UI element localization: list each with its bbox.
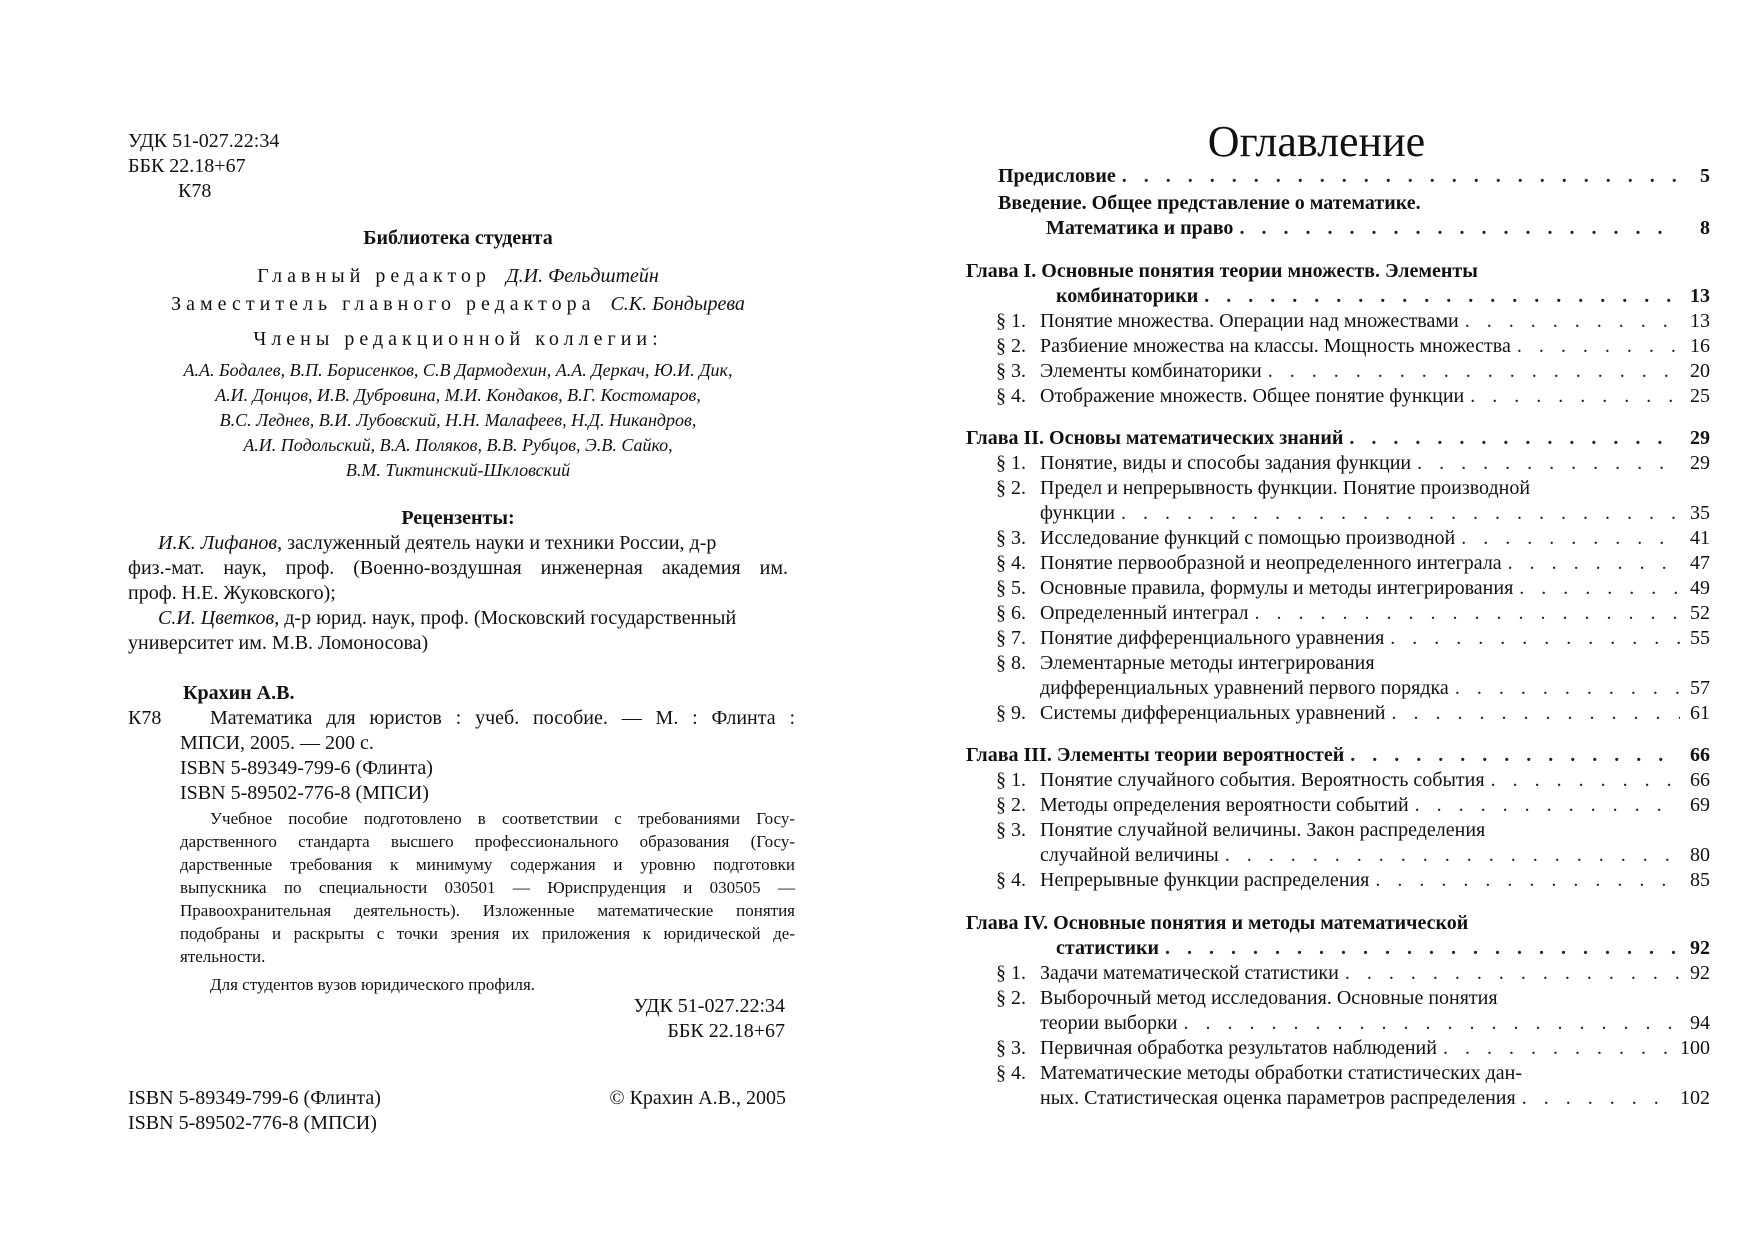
toc-chapter-4[interactable] xyxy=(1056,935,1710,961)
audience-note: Для студентов вузов юридического профиля. xyxy=(210,975,536,994)
toc-page-number: 85 xyxy=(1690,869,1710,891)
leader-dots xyxy=(1455,675,1680,701)
chapter-1-title-line1: Глава I. Основные понятия теории множеств. Элементы xyxy=(966,260,1478,282)
toc-title: Оглавление xyxy=(1207,117,1426,166)
abstract-line: подобраны и раскрыты с точки зрения их приложения к юридической де- xyxy=(180,924,795,943)
chief-editor-name: Д.И. Фельдштейн xyxy=(505,265,659,287)
chief-editor-line xyxy=(128,263,788,289)
toc-entry-label: Глава II. Основы математических знаний xyxy=(966,427,1344,449)
toc-section[interactable] xyxy=(996,383,1710,409)
toc-page-number: 94 xyxy=(1690,1012,1710,1034)
toc-section-label xyxy=(996,792,1409,818)
section-title: Основные правила, формулы и методы интегрирования xyxy=(1040,577,1514,599)
toc-page-number: 13 xyxy=(1690,285,1710,307)
leader-dots xyxy=(1470,383,1680,409)
toc-section[interactable] xyxy=(996,960,1710,986)
chapter-4-title-line1: Глава IV. Основные понятия и методы математической xyxy=(966,912,1469,934)
section-title: случайной величины xyxy=(1040,844,1219,866)
toc-section-label xyxy=(996,700,1385,726)
section-number: § 3. xyxy=(996,819,1026,841)
section-title: Задачи математической статистики xyxy=(1040,962,1339,984)
leader-dots xyxy=(1121,500,1680,526)
toc-section-label xyxy=(996,525,1455,551)
toc-page xyxy=(878,0,1755,1240)
toc-page-number: 13 xyxy=(1690,310,1710,332)
section-title-line1: Элементарные методы интегрирования xyxy=(1040,652,1375,674)
toc-section-label xyxy=(996,960,1339,986)
biblio-line-2: МПСИ, 2005. — 200 с. xyxy=(180,732,374,754)
section-title: Понятие случайного события. Вероятность события xyxy=(1040,769,1485,791)
leader-dots xyxy=(1350,742,1680,768)
section-title-line1: Выборочный метод исследования. Основные понятия xyxy=(1040,987,1498,1009)
toc-section-line1 xyxy=(996,817,1485,843)
toc-page-number: 52 xyxy=(1690,602,1710,624)
toc-section[interactable] xyxy=(996,867,1710,893)
section-title: Элементы комбинаторики xyxy=(1040,360,1262,382)
toc-page-number: 102 xyxy=(1680,1087,1710,1109)
toc-section-label xyxy=(996,550,1502,576)
isbn-flinta: ISBN 5-89349-799-6 (Флинта) xyxy=(180,757,433,779)
section-number: § 1. xyxy=(996,310,1026,332)
section-title: Первичная обработка результатов наблюдений xyxy=(1040,1037,1437,1059)
toc-section[interactable] xyxy=(996,550,1710,576)
series-title: Библиотека студента xyxy=(363,227,553,249)
catalog-code: К78 xyxy=(128,707,162,729)
biblio-line-1: Математика для юристов : учеб. пособие. — М. : Флинта : xyxy=(210,707,795,729)
toc-section[interactable] xyxy=(996,767,1710,793)
toc-page-number: 100 xyxy=(1680,1037,1710,1059)
leader-dots xyxy=(1417,450,1680,476)
board-label: Члены редакционной коллегии: xyxy=(253,328,663,350)
leader-dots xyxy=(1122,163,1680,189)
reviewer-2-desc: , д-р юрид. наук, проф. (Московский государственный xyxy=(274,607,737,629)
toc-section[interactable] xyxy=(996,358,1710,384)
author-mark: К78 xyxy=(178,180,212,202)
section-number: § 1. xyxy=(996,962,1026,984)
leader-dots xyxy=(1461,525,1680,551)
section-number: § 1. xyxy=(996,452,1026,474)
toc-section[interactable] xyxy=(1040,675,1710,701)
toc-entry-preface[interactable] xyxy=(998,163,1710,189)
toc-page-number: 49 xyxy=(1690,577,1710,599)
section-number: § 4. xyxy=(996,1062,1026,1084)
leader-dots xyxy=(1225,842,1680,868)
leader-dots xyxy=(1165,935,1680,961)
toc-page-number: 25 xyxy=(1690,385,1710,407)
udk-code: УДК 51-027.22:34 xyxy=(128,130,280,152)
isbn-mpsi: ISBN 5-89502-776-8 (МПСИ) xyxy=(180,782,429,804)
toc-section-line1 xyxy=(996,650,1375,676)
leader-dots xyxy=(1268,358,1680,384)
udk-bottom: УДК 51-027.22:34 xyxy=(633,995,785,1017)
leader-dots xyxy=(1522,1085,1674,1111)
toc-section-label xyxy=(996,450,1411,476)
toc-page-number: 66 xyxy=(1690,769,1710,791)
deputy-editor-line xyxy=(128,291,788,317)
author-name: Крахин А.В. xyxy=(183,682,295,704)
toc-section-label xyxy=(996,600,1248,626)
reviewer-1-desc: , заслуженный деятель науки и техники России, д-р xyxy=(277,532,717,554)
toc-section-label xyxy=(996,625,1384,651)
section-title: функции xyxy=(1040,502,1115,524)
toc-section-label xyxy=(996,575,1513,601)
chief-editor-label: Главный редактор xyxy=(257,265,491,287)
footer-isbn-mpsi: ISBN 5-89502-776-8 (МПСИ) xyxy=(128,1112,377,1134)
section-title: ных. Статистическая оценка параметров распределения xyxy=(1040,1087,1516,1109)
toc-section[interactable] xyxy=(996,792,1710,818)
toc-page-number: 20 xyxy=(1690,360,1710,382)
toc-section-label xyxy=(996,767,1485,793)
section-number: § 5. xyxy=(996,577,1026,599)
toc-entry-label: Глава III. Элементы теории вероятностей xyxy=(966,744,1345,766)
reviewer-2-line2: университет им. М.В. Ломоносова) xyxy=(128,632,429,654)
leader-dots xyxy=(1443,1035,1674,1061)
leader-dots xyxy=(1391,700,1680,726)
section-number: § 2. xyxy=(996,335,1026,357)
board-line: В.М. Тиктинский-Шкловский xyxy=(345,460,571,480)
section-title: теории выборки xyxy=(1040,1012,1178,1034)
section-title-line1: Предел и непрерывность функции. Понятие производной xyxy=(1040,477,1531,499)
section-title: Исследование функций с помощью производной xyxy=(1040,527,1456,549)
section-number: § 3. xyxy=(996,360,1026,382)
section-number: § 2. xyxy=(996,477,1026,499)
leader-dots xyxy=(1375,867,1680,893)
toc-page-number: 47 xyxy=(1690,552,1710,574)
section-number: § 6. xyxy=(996,602,1026,624)
toc-chapter-1[interactable] xyxy=(1056,283,1710,309)
abstract-line: Правоохранительная деятельность). Изложенные математические понятия xyxy=(180,901,795,920)
section-number: § 4. xyxy=(996,869,1026,891)
toc-intro-line1: Введение. Общее представление о математике. xyxy=(998,192,1421,214)
toc-page-number: 57 xyxy=(1690,677,1710,699)
reviewer-1 xyxy=(158,530,716,556)
leader-dots xyxy=(1239,215,1680,241)
toc-section[interactable] xyxy=(1040,842,1710,868)
copyright: © Крахин А.В., 2005 xyxy=(609,1087,786,1109)
toc-entry-label: комбинаторики xyxy=(1056,285,1199,307)
leader-dots xyxy=(1465,308,1680,334)
toc-section-line1 xyxy=(996,1060,1522,1086)
abstract-line: выпускника по специальности 030501 — Юриспруденция и 030505 — xyxy=(180,878,795,897)
section-title: Отображение множеств. Общее понятие функции xyxy=(1040,385,1465,407)
toc-section[interactable] xyxy=(1040,1085,1710,1111)
toc-section[interactable] xyxy=(996,1035,1710,1061)
leader-dots xyxy=(1517,333,1680,359)
toc-entry-label: Математика и право xyxy=(1046,217,1234,239)
section-title-line1: Понятие случайной величины. Закон распределения xyxy=(1040,819,1486,841)
toc-section-label xyxy=(996,333,1511,359)
toc-page-number: 69 xyxy=(1690,794,1710,816)
toc-section-label xyxy=(996,308,1459,334)
toc-page-number: 16 xyxy=(1690,335,1710,357)
toc-entry-label: статистики xyxy=(1056,937,1160,959)
section-number: § 4. xyxy=(996,552,1026,574)
toc-section-label xyxy=(996,358,1262,384)
reviewer-2-name: С.И. Цветков xyxy=(158,607,275,629)
toc-entry-label: Предисловие xyxy=(998,165,1116,187)
section-number: § 3. xyxy=(996,527,1026,549)
board-line: А.И. Подольский, В.А. Поляков, В.В. Рубцов, Э.В. Сайко, xyxy=(243,435,673,455)
leader-dots xyxy=(1345,960,1680,986)
toc-section[interactable] xyxy=(1040,1010,1710,1036)
section-title: Понятие дифференциального уравнения xyxy=(1040,627,1385,649)
abstract-line: дарственного стандарта высшего профессионального образования (Госу- xyxy=(180,832,795,851)
toc-section-label xyxy=(996,383,1464,409)
toc-page-number: 92 xyxy=(1690,962,1710,984)
reviewer-1-line2: физ.-мат. наук, проф. (Военно-воздушная инженерная академия им. xyxy=(128,557,788,579)
reviewer-1-line3: проф. Н.Е. Жуковского); xyxy=(128,582,336,604)
leader-dots xyxy=(1519,575,1680,601)
board-line: А.И. Донцов, И.В. Дубровина, М.И. Кондаков, В.Г. Костомаров, xyxy=(215,385,701,405)
leader-dots xyxy=(1204,283,1680,309)
section-title: Понятие первообразной и неопределенного интеграла xyxy=(1040,552,1502,574)
abstract-line: дарственные требования к минимуму содержания и уровню подготовки xyxy=(180,855,795,874)
section-number: § 7. xyxy=(996,627,1026,649)
toc-section-label xyxy=(996,1035,1437,1061)
toc-section[interactable] xyxy=(996,333,1710,359)
toc-section[interactable] xyxy=(996,575,1710,601)
section-title: дифференциальных уравнений первого порядка xyxy=(1040,677,1449,699)
section-title: Разбиение множества на классы. Мощность множества xyxy=(1040,335,1511,357)
toc-section[interactable] xyxy=(996,308,1710,334)
bbk-code: ББК 22.18+67 xyxy=(128,155,246,177)
footer-isbn-flinta: ISBN 5-89349-799-6 (Флинта) xyxy=(128,1087,381,1109)
reviewers-title: Рецензенты: xyxy=(401,507,515,529)
section-number: § 2. xyxy=(996,987,1026,1009)
section-title: Определенный интеграл xyxy=(1040,602,1249,624)
deputy-editor-label: Заместитель главного редактора xyxy=(171,293,596,315)
left-page xyxy=(0,0,877,1240)
toc-section-line1 xyxy=(996,475,1530,501)
toc-page-number: 80 xyxy=(1690,844,1710,866)
toc-section[interactable] xyxy=(996,600,1710,626)
toc-page-number: 41 xyxy=(1690,527,1710,549)
section-number: § 9. xyxy=(996,702,1026,724)
reviewer-1-name: И.К. Лифанов xyxy=(158,532,278,554)
toc-page-number: 29 xyxy=(1690,427,1710,449)
toc-page-number: 92 xyxy=(1690,937,1710,959)
toc-entry-intro[interactable] xyxy=(1046,215,1710,241)
toc-section[interactable] xyxy=(996,700,1710,726)
toc-section[interactable] xyxy=(996,525,1710,551)
toc-section[interactable] xyxy=(996,625,1710,651)
leader-dots xyxy=(1390,625,1680,651)
leader-dots xyxy=(1349,425,1680,451)
toc-page-number: 29 xyxy=(1690,452,1710,474)
toc-page-number: 8 xyxy=(1700,217,1710,239)
leader-dots xyxy=(1508,550,1680,576)
leader-dots xyxy=(1184,1010,1681,1036)
toc-page-number: 35 xyxy=(1690,502,1710,524)
abstract-line: ятельности. xyxy=(180,947,266,966)
section-title: Понятие множества. Операции над множествами xyxy=(1040,310,1459,332)
toc-page-number: 55 xyxy=(1690,627,1710,649)
toc-section-label xyxy=(996,867,1369,893)
toc-chapter-2[interactable] xyxy=(966,425,1710,451)
leader-dots xyxy=(1491,767,1680,793)
reviewer-2 xyxy=(158,605,736,631)
toc-page-number: 5 xyxy=(1700,165,1710,187)
abstract-line: Учебное пособие подготовлено в соответствии с требованиями Госу- xyxy=(210,809,795,828)
toc-section[interactable] xyxy=(1040,500,1710,526)
toc-page-number: 61 xyxy=(1690,702,1710,724)
toc-page-number: 66 xyxy=(1690,744,1710,766)
section-number: § 3. xyxy=(996,1037,1026,1059)
section-number: § 2. xyxy=(996,794,1026,816)
section-title: Системы дифференциальных уравнений xyxy=(1040,702,1386,724)
section-number: § 8. xyxy=(996,652,1026,674)
board-line: В.С. Леднев, В.И. Лубовский, Н.Н. Малафеев, Н.Д. Никандров, xyxy=(219,410,697,430)
toc-chapter-3[interactable] xyxy=(966,742,1710,768)
section-title-line1: Математические методы обработки статистических дан- xyxy=(1040,1062,1522,1084)
section-title: Понятие, виды и способы задания функции xyxy=(1040,452,1412,474)
bbk-bottom: ББК 22.18+67 xyxy=(667,1020,785,1042)
section-title: Методы определения вероятности событий xyxy=(1040,794,1409,816)
toc-section[interactable] xyxy=(996,450,1710,476)
section-title: Непрерывные функции распределения xyxy=(1040,869,1370,891)
section-number: § 4. xyxy=(996,385,1026,407)
leader-dots xyxy=(1254,600,1680,626)
board-line: А.А. Бодалев, В.П. Борисенков, С.В Дармодехин, А.А. Деркач, Ю.И. Дик, xyxy=(183,360,733,380)
leader-dots xyxy=(1415,792,1680,818)
section-number: § 1. xyxy=(996,769,1026,791)
toc-section-line1 xyxy=(996,985,1498,1011)
deputy-editor-name: С.К. Бондырева xyxy=(610,293,745,315)
